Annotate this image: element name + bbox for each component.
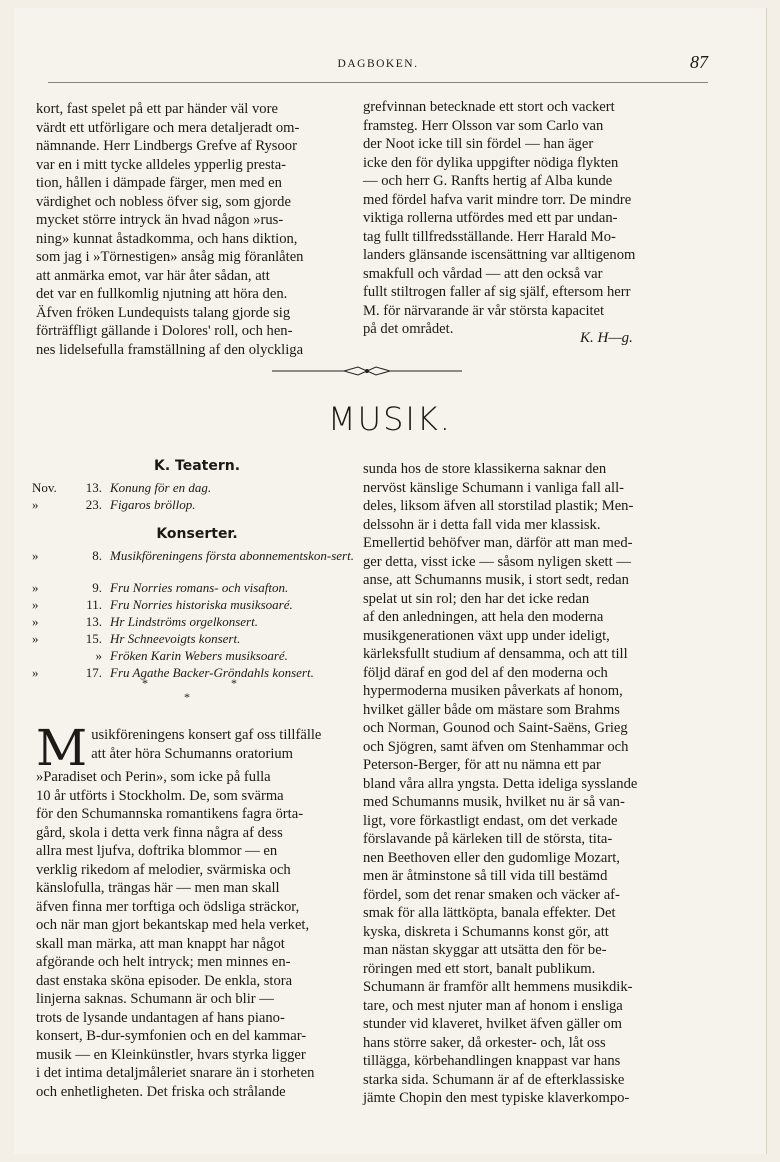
section-title: MUSIK. bbox=[328, 400, 452, 438]
text-line: musik — en Kleinkünstler, hvars styrka ligger bbox=[36, 1046, 306, 1063]
text-line: följd däraf en god del af den moderna och bbox=[363, 664, 608, 681]
listing-entry bbox=[32, 548, 362, 580]
text-line: grefvinnan betecknade ett stort och vackert bbox=[363, 99, 615, 115]
listing-entry bbox=[32, 580, 362, 597]
entry-month: » bbox=[32, 614, 39, 629]
entry-month: » bbox=[32, 597, 39, 612]
text-line: fördel, som det renar smaken och väcker af- bbox=[363, 886, 620, 903]
music-review-left-column bbox=[36, 719, 358, 1101]
entry-month: » bbox=[32, 665, 39, 680]
page-number: 87 bbox=[690, 52, 708, 72]
text-line: Emellertid behöfver man, därför att man med- bbox=[363, 535, 633, 551]
text-line: trots de lysande undantagen af hans piano- bbox=[36, 1009, 285, 1026]
text-line: linjerna saknas. Schumann är och blir — bbox=[36, 991, 274, 1007]
text-line: nen Beethoven eller den gudomlige Mozart, bbox=[363, 849, 620, 866]
listing-entry bbox=[32, 614, 362, 631]
theatre-heading: K. Teatern. bbox=[153, 458, 241, 474]
text-line: afgörande och helt intryck; men minnes en- bbox=[36, 954, 291, 970]
text-line: man nästan skyggar att utsätta den för be- bbox=[363, 942, 607, 958]
text-line: af den anledningen, att hela den moderna bbox=[363, 609, 604, 625]
text-line: nervöst känslige Schumann i vanliga fall all- bbox=[363, 479, 624, 496]
text-line: smakfull och vårdad — att den också var bbox=[363, 265, 603, 282]
text-line: »Paradiset och Perin», som icke på fulla bbox=[36, 769, 271, 785]
text-line: verklig rikedom af melodier, svärmiska och bbox=[36, 861, 291, 878]
text-line: hypermoderna musiken påverkats af honom, bbox=[363, 683, 623, 699]
text-line: äfven finna mer torftiga och ödsliga sträckor, bbox=[36, 898, 300, 915]
text-line: nämnande. Herr Lindbergs Grefve af Rysoor bbox=[36, 138, 297, 154]
asterism-row: * * bbox=[142, 676, 277, 690]
text-line: kärleksfullt studium af densamma, och att till bbox=[363, 646, 628, 662]
entry-title: Fru Agathe Backer-Gröndahls konsert. bbox=[110, 665, 314, 680]
text-line: tare, och mest njuter man af honom i ensliga bbox=[363, 997, 623, 1014]
entry-day: » bbox=[95, 648, 102, 663]
text-line: att åter höra Schumanns oratorium bbox=[91, 745, 294, 762]
listing-entry bbox=[32, 497, 362, 514]
text-line: värdighet och nobless öfver sig, som gjorde bbox=[36, 193, 291, 210]
text-line: Peterson-Berger, för att nu nämna ett par bbox=[363, 757, 601, 773]
text-line: der Noot icke till sin fördel — han äger bbox=[363, 136, 594, 152]
text-line: för den Schumannska romantikens fagra örta- bbox=[36, 806, 304, 822]
text-line: hans större saker, då orkester- och, låt oss bbox=[363, 1034, 606, 1051]
entry-month: » bbox=[32, 548, 39, 563]
theatre-review-left-column bbox=[36, 100, 358, 359]
text-line: sunda hos de store klassikerna saknar den bbox=[363, 461, 607, 477]
text-line: jämte Chopin den mest typiske klaverkompo- bbox=[363, 1090, 630, 1106]
text-line: med fördel hafva varit mindre torr. De mindre bbox=[363, 191, 632, 208]
text-line: fullt stiltrogen faller af sig själf, eftersom herr bbox=[363, 284, 631, 300]
text-line: men är åtminstone så till vida till bestämd bbox=[363, 868, 608, 884]
entry-title: Musikföreningens första abonnementskon-sert. bbox=[110, 548, 354, 563]
drop-cap: M bbox=[36, 719, 88, 777]
text-line: på det området. bbox=[363, 321, 454, 337]
text-line: värdt ett utförligare och mera detaljeradt om- bbox=[36, 119, 300, 136]
text-line: spelat ut sin rol; den har det icke redan bbox=[363, 590, 590, 607]
text-line: icke den för dylika uppgifter nödiga flykten bbox=[363, 154, 619, 171]
entry-title: Fru Norries historiska musiksoaré. bbox=[110, 597, 293, 612]
text-line: hvilket gäller både om mästare som Brahms bbox=[363, 701, 620, 718]
music-review-right-column bbox=[363, 460, 701, 1108]
performance-listing bbox=[32, 458, 362, 682]
listing-entry bbox=[32, 631, 362, 648]
listing-entry bbox=[32, 597, 362, 614]
text-line: med Schumanns musik, hvilket nu är så van- bbox=[363, 794, 625, 810]
text-line: som jag i »Törnestigen» ansåg mig föranlåten bbox=[36, 249, 304, 265]
entry-month: Nov. bbox=[32, 480, 57, 495]
text-line: viktiga rollerna utfördes med ett par undan- bbox=[363, 210, 618, 226]
listing-entry bbox=[32, 480, 362, 497]
text-line: och när man gjort bekantskap med hela verket, bbox=[36, 917, 310, 933]
text-line: var en i mitt tycke alldeles ypperlig presta- bbox=[36, 156, 287, 173]
ornament-divider-icon bbox=[272, 364, 462, 378]
text-line: Äfven fröken Lundequists talang gjorde sig bbox=[36, 304, 291, 321]
text-line: det var en fullkomlig njutning att höra den. bbox=[36, 286, 288, 302]
text-line: ning» kunnat åstadkomma, och hans diktion, bbox=[36, 230, 298, 247]
entry-title: Hr Schneevoigts konsert. bbox=[110, 631, 241, 646]
text-line: deles, liksom äfven all storstilad plastik; Men- bbox=[363, 498, 634, 514]
text-line: usikföreningens konsert gaf oss tillfälle bbox=[91, 727, 322, 743]
text-line: röringen med ett stort, banalt publikum. bbox=[363, 960, 596, 977]
entry-title: Hr Lindströms orgelkonsert. bbox=[110, 614, 258, 629]
text-line: starka sida. Schumann är af de efterklassiske bbox=[363, 1071, 625, 1088]
text-line: allra mest ljufva, doftrika blommor — en bbox=[36, 843, 278, 859]
entry-title: Fru Norries romans- och visafton. bbox=[110, 580, 289, 595]
text-line: skall man märka, att man knappt har något bbox=[36, 935, 285, 952]
text-line: framsteg. Herr Olsson var som Carlo van bbox=[363, 117, 604, 134]
text-line: landers glänsande iscensättning var alltigenom bbox=[363, 247, 636, 263]
text-line: 10 år utförts i Stockholm. De, som svärma bbox=[36, 787, 284, 804]
text-line: kyska, diskreta i Schumanns konst gör, att bbox=[363, 923, 609, 940]
text-line: gård, skola i detta verk finna några af dess bbox=[36, 824, 283, 841]
text-line: Schumann är framför allt hemmens musikdik- bbox=[363, 979, 633, 995]
entry-day: 13. bbox=[85, 614, 102, 629]
text-line: och Sjögren, samt äfven om Stenhammar och bbox=[363, 738, 629, 755]
text-line: M. för närvarande är vår största kapacitet bbox=[363, 302, 605, 319]
text-line: delssohn är i detta fall vida mer klassisk. bbox=[363, 516, 601, 533]
entry-day: 8. bbox=[92, 548, 102, 563]
text-line: nes lidelsefulla framställning af den olyckliga bbox=[36, 341, 304, 358]
entry-month: » bbox=[32, 580, 39, 595]
entry-day: 13. bbox=[85, 480, 102, 495]
entry-day: 15. bbox=[85, 631, 102, 646]
text-line: och enhetligheten. Det friska och strålande bbox=[36, 1083, 286, 1100]
text-line: ligt, vore förkastligt endast, om det verkade bbox=[363, 812, 618, 829]
text-line: smak för alla lättköpta, banala effekter. Det bbox=[363, 905, 616, 921]
text-line: och Norman, Gounod och Saint-Saëns, Grieg bbox=[363, 720, 628, 736]
text-line: förslavande på kärleken till de största, tita- bbox=[363, 831, 613, 847]
text-line: anse, att Schumanns musik, i stort sedt, redan bbox=[363, 572, 629, 588]
entry-day: 9. bbox=[92, 580, 102, 595]
concerts-heading: Konserter. bbox=[156, 526, 238, 542]
text-line: i det intima detaljmåleriet snarare än i storheten bbox=[36, 1065, 315, 1081]
text-line: tag fullt tillfredsställande. Herr Harald Mo- bbox=[363, 228, 616, 245]
asterism-row: * bbox=[184, 690, 190, 704]
text-line: mycket större intryck än hvad någon »rus- bbox=[36, 212, 284, 228]
text-line: att anmärka emot, var här åter sådan, att bbox=[36, 267, 270, 284]
text-line: — och herr G. Ranfts hertig af Alba kunde bbox=[363, 173, 613, 189]
entry-title: Konung för en dag. bbox=[110, 480, 212, 495]
entry-month: » bbox=[32, 497, 39, 512]
header-rule bbox=[48, 82, 708, 83]
entry-day: 11. bbox=[86, 597, 102, 612]
author-signature: K. H—g. bbox=[580, 330, 633, 346]
entry-title: Figaros bröllop. bbox=[110, 497, 196, 512]
entry-day: 23. bbox=[85, 497, 102, 512]
text-line: kort, fast spelet på ett par händer väl vore bbox=[36, 101, 278, 117]
entry-day: 17. bbox=[85, 665, 102, 680]
running-title: DAGBOKEN. bbox=[337, 58, 419, 70]
magazine-page bbox=[14, 8, 767, 1154]
text-line: dast enstaka sköna episoder. De enkla, stora bbox=[36, 972, 293, 989]
theatre-review-right-column bbox=[363, 98, 701, 339]
text-line: musikgenerationen växt upp under ideligt, bbox=[363, 627, 610, 644]
entry-title: Fröken Karin Webers musiksoaré. bbox=[110, 648, 288, 663]
text-line: konsert, B-dur-symfonien och en del kammar- bbox=[36, 1028, 307, 1044]
entry-month: » bbox=[32, 631, 39, 646]
page-header bbox=[48, 52, 708, 78]
text-line: stunder vid klaveret, hvilket äfven gäller om bbox=[363, 1016, 622, 1032]
text-line: tion, hållen i dämpade färger, men med en bbox=[36, 175, 282, 191]
text-line: känslofulla, trängas här — men man skall bbox=[36, 880, 280, 896]
text-line: bland våra allra yngsta. Detta ideliga sysslande bbox=[363, 775, 638, 792]
text-line: tillägga, körbehandlingen knappast var hans bbox=[363, 1053, 621, 1069]
text-line: ger detta, visst icke — såsom nyligen skett — bbox=[363, 553, 631, 570]
listing-entry bbox=[32, 648, 362, 665]
text-line: förträffligt gällande i Dolores' roll, och hen- bbox=[36, 323, 293, 339]
